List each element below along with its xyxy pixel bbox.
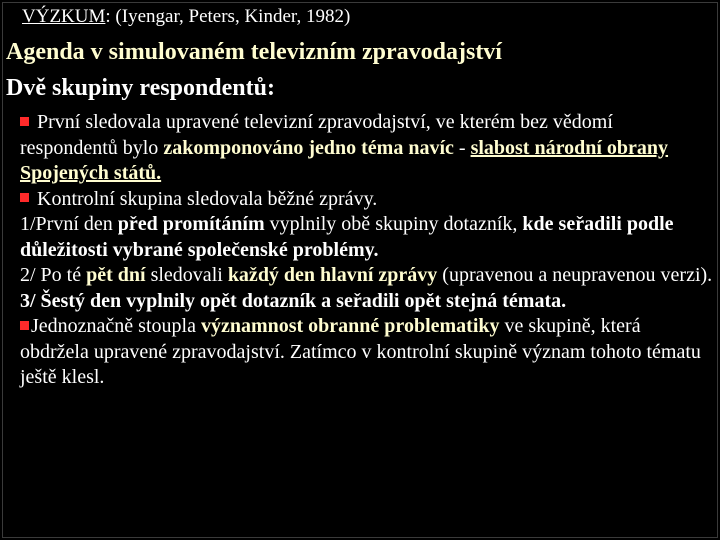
header-label: VÝZKUM: [22, 6, 106, 27]
paragraph-step-2: [20, 263, 714, 289]
bullet-paragraph-first-group: [20, 110, 714, 187]
slide-title: Agenda v simulovaném televizním zpravodajství: [6, 39, 502, 65]
p1-emphasis: zakomponováno jedno téma navíc: [163, 136, 454, 159]
square-bullet-icon: [20, 193, 29, 202]
bullet-paragraph-control-group: [20, 187, 714, 213]
p4-emphasis: pět dní: [86, 264, 146, 286]
p1-text: První sledovala upravené televizní zpravodajství, ve kterém bez vědomí respondentů bylo: [20, 111, 613, 159]
p3-text: 1/První den: [20, 213, 118, 235]
slide-subtitle: Dvě skupiny respondentů:: [6, 75, 275, 101]
p4-text-3: (upravenou a neupravenou verzi).: [437, 264, 713, 286]
paragraph-step-3: 3/ Šestý den vyplnily opět dotazník a seřadili opět stejná témata.: [20, 289, 567, 312]
bullet-paragraph-result: [20, 314, 714, 391]
p6-text-2: ve skupině, která obdržela upravené zpravodajství. Zatímco v kontrolní skupině význam tohoto tématu ještě klesl.: [20, 315, 701, 388]
p4-emphasis-2: každý den hlavní zprávy: [227, 264, 438, 286]
p4-text: 2/ Po té: [20, 264, 87, 286]
p6-emphasis: významnost obranné problematiky: [200, 315, 500, 337]
p3-emphasis: před promítáním: [117, 213, 265, 235]
square-bullet-icon: [20, 117, 29, 126]
square-bullet-icon: [20, 321, 29, 330]
slide-body: [20, 110, 714, 391]
p3-text-2: vyplnily obě skupiny dotazník,: [264, 213, 523, 235]
p3-emphasis-2: kde seřadili podle důležitosti vybrané společenské problémy.: [20, 213, 674, 261]
p4-text-2: sledovali: [145, 264, 228, 286]
p1-dash: -: [453, 136, 471, 159]
p2-text: Kontrolní skupina sledovala běžné zprávy.: [37, 187, 378, 210]
paragraph-step-1: [20, 212, 714, 263]
p6-text: Jednoznačně stoupla: [31, 315, 201, 337]
header-citation: : (Iyengar, Peters, Kinder, 1982): [105, 6, 351, 27]
slide-header: [22, 6, 350, 28]
p1-topic: slabost národní obrany Spojených států.: [20, 136, 669, 184]
